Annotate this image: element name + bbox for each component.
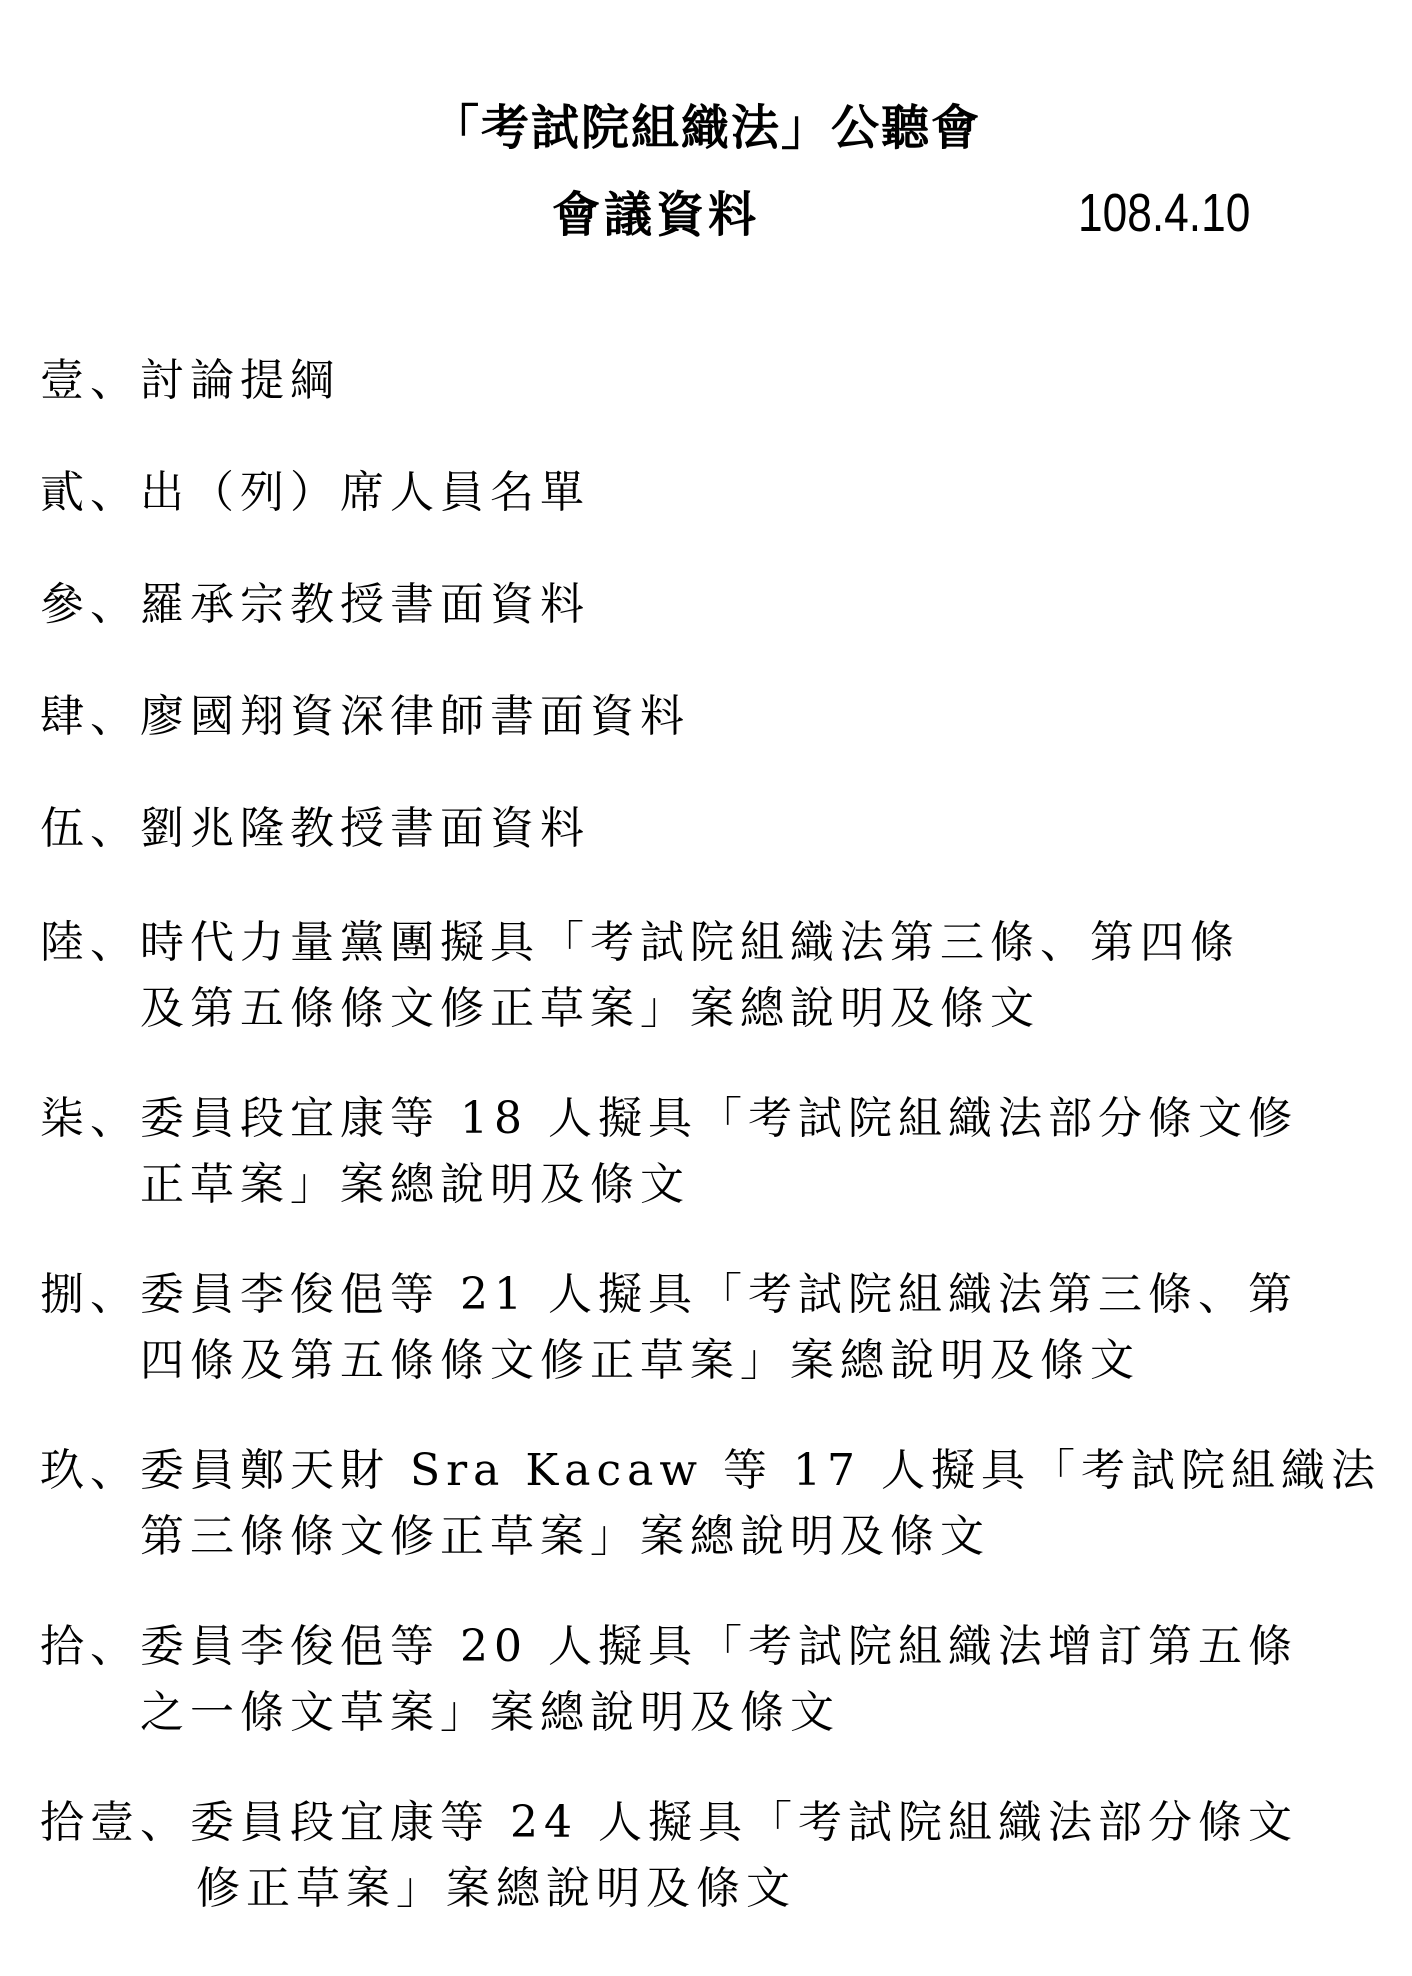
agenda-item-7 [40,1086,1340,1218]
agenda-item-line: 玖、委員鄭天財 Sra Kacaw 等 17 人擬具「考試院組織法 [40,1445,1381,1496]
agenda-item-line-continued: 及第五條條文修正草案」案總說明及條文 [140,983,1040,1034]
agenda-item-line: 肆、廖國翔資深律師書面資料 [40,691,690,742]
agenda-item-line-continued: 四條及第五條條文修正草案」案總說明及條文 [140,1335,1140,1386]
agenda-item-6 [40,910,1340,1042]
agenda-item-line-continued: 正草案」案總說明及條文 [140,1159,690,1210]
agenda-item-line: 貳、出（列）席人員名單 [40,467,590,518]
agenda-item-2 [40,460,1340,526]
agenda-item-11 [40,1790,1340,1922]
agenda-item-10 [40,1614,1340,1746]
agenda-item-line: 陸、時代力量黨團擬具「考試院組織法第三條、第四條 [40,917,1240,968]
agenda-item-line: 捌、委員李俊俋等 21 人擬具「考試院組織法第三條、第 [40,1269,1298,1320]
agenda-item-8 [40,1262,1340,1394]
agenda-item-line: 拾、委員李俊俋等 20 人擬具「考試院組織法增訂第五條 [40,1621,1298,1672]
agenda-item-line: 伍、劉兆隆教授書面資料 [40,803,590,854]
agenda-item-line: 拾壹、委員段宜康等 24 人擬具「考試院組織法部分條文 [40,1797,1298,1848]
agenda-item-line-continued: 第三條條文修正草案」案總說明及條文 [140,1511,990,1562]
document-date: 108.4.10 [1078,183,1251,243]
agenda-item-4 [40,684,1340,750]
agenda-item-line: 壹、討論提綱 [40,355,340,406]
agenda-item-line-continued: 修正草案」案總說明及條文 [196,1863,796,1914]
agenda-item-line-continued: 之一條文草案」案總說明及條文 [140,1687,840,1738]
document-subtitle: 會議資料 [552,187,761,243]
agenda-item-1 [40,348,1340,414]
agenda-item-9 [40,1438,1381,1570]
agenda-item-line: 柒、委員段宜康等 18 人擬具「考試院組織法部分條文修 [40,1093,1298,1144]
agenda-item-line: 參、羅承宗教授書面資料 [40,579,590,630]
agenda-item-3 [40,572,1340,638]
agenda-item-5 [40,796,1340,862]
document-title: 「考試院組織法」公聽會 [430,100,981,156]
